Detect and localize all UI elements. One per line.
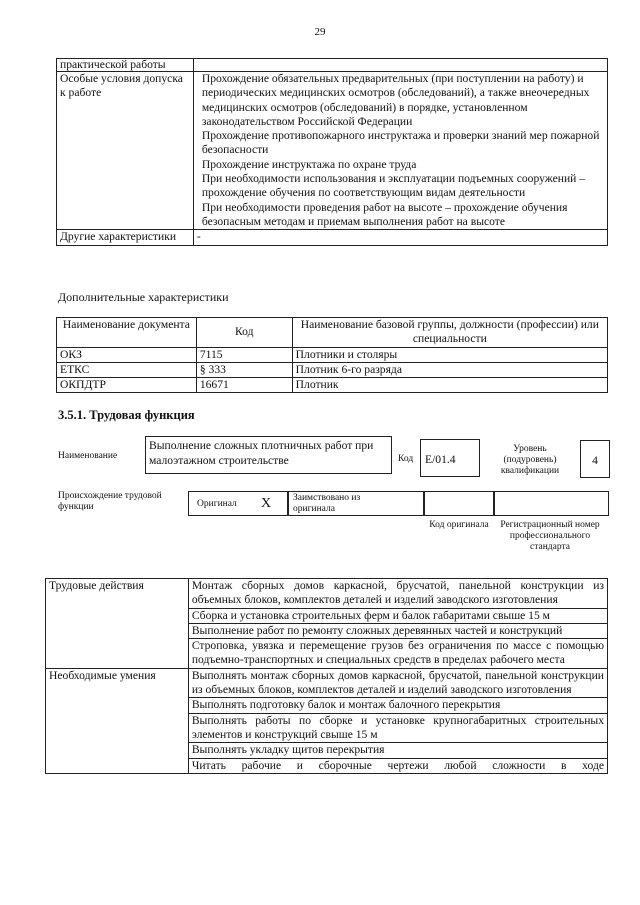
row-label: Особые условия допуска к работе bbox=[57, 72, 194, 230]
section-item: Выполнять укладку щитов перекрытия bbox=[188, 743, 607, 758]
section-label: Необходимые умения bbox=[46, 668, 189, 773]
cell-group: Плотник bbox=[292, 378, 607, 393]
function-heading: 3.5.1. Трудовая функция bbox=[58, 408, 195, 422]
origin-reg-cell bbox=[494, 491, 609, 516]
level-label: Уровень (подуровень) квалификации bbox=[500, 444, 560, 476]
section-item: Выполнять работы по сборке и установке крупногабаритных строительных элементов и конструкций свыше 15 м bbox=[188, 713, 607, 743]
header-document: Наименование документа bbox=[57, 318, 197, 348]
section-item: Выполнять подготовку балок и монтаж балочного перекрытия bbox=[188, 698, 607, 713]
origin-original-cell bbox=[188, 491, 288, 516]
table-row bbox=[57, 72, 608, 230]
condition-item: При необходимости использования и эксплуатации подъемных сооружений – прохождение обучения по соответствующим видам деятельности bbox=[201, 172, 586, 200]
function-name: Выполнение сложных плотничных работ при малоэтажном строительстве bbox=[149, 439, 374, 467]
table-row bbox=[57, 378, 608, 393]
section-item: Читать рабочие и сборочные чертежи любой сложности в ходе bbox=[188, 758, 607, 773]
name-label: Наименование bbox=[58, 451, 118, 461]
page-number: 29 bbox=[314, 26, 326, 38]
additional-title: Дополнительные характеристики bbox=[58, 290, 229, 304]
row-label: практической работы bbox=[57, 59, 194, 72]
header-group: Наименование базовой группы, должности (профессии) или специальности bbox=[292, 318, 607, 348]
condition-item: Прохождение обязательных предварительных (при поступлении на работу) и периодических медицинских осмотров (обследований), а также внеочередных медицинских осмотров (обследований) в порядке, установленном законодательством Российской Федерации bbox=[201, 72, 590, 128]
row-value: - bbox=[193, 230, 607, 245]
section-item: Сборка и установка строительных ферм и балок габаритами свыше 15 м bbox=[188, 608, 607, 623]
level-box bbox=[580, 440, 610, 478]
table-row bbox=[57, 230, 608, 245]
cell-code: § 333 bbox=[196, 362, 292, 377]
reg-number-label: Регистрационный номер профессионального стандарта bbox=[500, 520, 600, 552]
additional-table bbox=[56, 317, 608, 393]
cell-document: ЕТКС bbox=[57, 362, 197, 377]
table-row bbox=[57, 362, 608, 377]
section-item: Выполнять монтаж сборных домов каркасной, брусчатой, панельной конструкции из объемных блоков, комплектов деталей и изделий заводского изготовления bbox=[188, 668, 607, 698]
origin-label: Происхождение трудовой функции bbox=[58, 491, 162, 512]
row-value bbox=[193, 72, 607, 230]
table-row bbox=[46, 579, 608, 609]
cell-group: Плотник 6-го разряда bbox=[292, 362, 607, 377]
activities-table bbox=[45, 578, 608, 774]
section-item: Монтаж сборных домов каркасной, брусчатой, панельной конструкции из объемных блоков, комплектов деталей и изделий заводского изготовления bbox=[188, 579, 607, 609]
section-item: Выполнение работ по ремонту сложных деревянных частей и конструкций bbox=[188, 623, 607, 638]
row-label: Другие характеристики bbox=[57, 230, 194, 245]
condition-item: Прохождение инструктажа по охране труда bbox=[201, 157, 417, 171]
original-mark: X bbox=[261, 496, 272, 511]
table-row bbox=[46, 668, 608, 698]
borrowed-label: Заимствовано из оригинала bbox=[293, 493, 361, 514]
origin-code-cell bbox=[424, 491, 494, 516]
table-header-row bbox=[57, 318, 608, 348]
table-row bbox=[57, 59, 608, 72]
section-item: Строповка, увязка и перемещение грузов без ограничения по массе с помощью подъемно-транспортных и специальных средств в пределах рабочего места bbox=[188, 639, 607, 669]
code-label: Код bbox=[398, 454, 414, 464]
code-box bbox=[420, 439, 480, 477]
cell-group: Плотники и столяры bbox=[292, 347, 607, 362]
original-label: Оригинал bbox=[197, 499, 237, 509]
function-name-box bbox=[145, 436, 392, 474]
cell-document: ОКПДТР bbox=[57, 378, 197, 393]
section-label: Трудовые действия bbox=[46, 579, 189, 669]
code-value: E/01.4 bbox=[425, 453, 456, 466]
row-value bbox=[193, 59, 607, 72]
header-code: Код bbox=[196, 318, 292, 348]
cell-code: 7115 bbox=[196, 347, 292, 362]
conditions-table bbox=[56, 58, 608, 246]
origin-borrowed-cell bbox=[288, 491, 424, 516]
cell-code: 16671 bbox=[196, 378, 292, 393]
condition-item: При необходимости проведения работ на высоте – прохождение обучения безопасным методам и приемам выполнения работ на высоте bbox=[201, 200, 568, 228]
level-value: 4 bbox=[592, 454, 598, 467]
table-row bbox=[57, 347, 608, 362]
condition-item: Прохождение противопожарного инструктажа и проверки знаний мер пожарной безопасности bbox=[201, 129, 600, 157]
cell-document: ОКЗ bbox=[57, 347, 197, 362]
code-original-label: Код оригинала bbox=[429, 520, 489, 530]
